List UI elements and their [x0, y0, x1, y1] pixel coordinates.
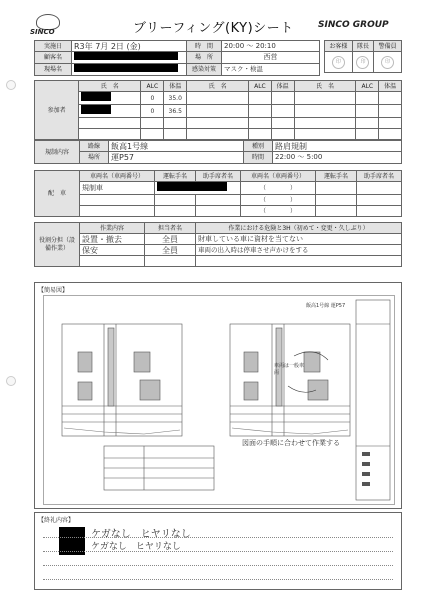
vehicle-plate: （ ） [241, 182, 316, 195]
regulation-table [34, 140, 402, 164]
closing-label: 【終礼内容】 [38, 517, 75, 524]
redacted-site [74, 64, 178, 72]
participants-header-name: 氏 名 [79, 81, 141, 92]
simple-diagram [34, 282, 402, 509]
participant-alc: 0 [141, 105, 164, 118]
logo-text: SINCO [30, 28, 55, 36]
roles-header-task: 作業内容 [80, 223, 145, 234]
vehicles-header: 運転手名 [155, 171, 196, 182]
time-value: 20:00 ～ 20:10 [222, 41, 320, 52]
type-label: 種別 [244, 141, 273, 152]
regulation-label: 規制内容 [35, 141, 80, 164]
diagram-label: 【簡易図】 [38, 287, 69, 294]
participants-header-temp: 体温 [379, 81, 402, 92]
participants-header-temp: 体温 [271, 81, 294, 92]
participants-table [34, 80, 402, 140]
punch-hole-bottom [6, 376, 16, 386]
sinco-logo [30, 14, 64, 38]
closing-rule [43, 551, 393, 552]
stamp-guard: 印 [381, 56, 394, 69]
closing-rule [43, 579, 393, 580]
vehicle-plate: （ ） [241, 195, 316, 206]
roles-table [34, 222, 402, 267]
vehicles-header: 運転手名 [316, 171, 357, 182]
vehicle-name [80, 206, 155, 217]
approval-table [324, 40, 402, 73]
participant-temp: 36.5 [164, 105, 187, 118]
role-hazard: 財車している車に資材を当てない [196, 234, 402, 245]
role-task: 保安 [80, 245, 145, 256]
vehicles-header: 車両名（車両番号） [80, 171, 155, 182]
reg-time-label: 時間 [244, 152, 273, 164]
place-label: 場 所 [187, 52, 222, 64]
reg-time-value: 22:00 ～ 5:00 [273, 152, 402, 164]
diagram-note-bottom: 図面の手順に合わせて作業する [242, 439, 340, 447]
vehicles-header: 助手席者名 [357, 171, 402, 182]
redacted-client [74, 52, 178, 60]
closing-rule [43, 537, 393, 538]
role-person: 全員 [145, 234, 196, 245]
sheet-title: ブリーフィング(KY)シート [133, 21, 294, 36]
site-label: 現場名 [35, 64, 72, 76]
participants-header-name: 氏 名 [187, 81, 249, 92]
vehicles-header: 助手席者名 [196, 171, 241, 182]
participant-name [79, 92, 141, 105]
vehicle-name [80, 195, 155, 206]
participants-header-alc: ALC [356, 81, 379, 92]
participant-alc: 0 [141, 92, 164, 105]
participants-header-alc: ALC [141, 81, 164, 92]
closing-line-1: ケガなし ヒヤリなし [91, 529, 191, 540]
driver-cell [155, 182, 241, 195]
role-person: 全員 [145, 245, 196, 256]
approval-header-client: お客様 [325, 41, 353, 52]
site-value [72, 64, 187, 76]
approval-header-guard: 警備員 [374, 41, 402, 52]
vehicles-label: 配 車 [35, 171, 80, 217]
stamp-leader: 印 [356, 56, 369, 69]
infection-value: マスク・検温 [222, 64, 320, 76]
stamp-client: 印 [332, 56, 345, 69]
vehicles-table [34, 170, 402, 217]
client-value [72, 52, 187, 64]
roles-header-person: 担当者名 [145, 223, 196, 234]
diagram-note-main: 飯高1号線 運P57 [306, 303, 346, 309]
stamp-cell [325, 52, 353, 73]
closing-line-2: ケガなし ヒヤリなし [91, 542, 181, 552]
info-table [34, 40, 320, 76]
closing-section [34, 512, 402, 590]
vehicle-plate: （ ） [241, 206, 316, 217]
participant-name [79, 105, 141, 118]
diagram-note-side: 車両は一般車両 [274, 363, 305, 376]
route-value: 飯高1号線 [109, 141, 244, 152]
sinco-group-logo: SINCO GROUP [318, 20, 389, 30]
closing-rule [43, 565, 393, 566]
reg-place-value: 運P57 [109, 152, 244, 164]
stamp-cell [352, 52, 374, 73]
type-value: 路肩規制 [273, 141, 402, 152]
role-hazard: 車両の出入時は停車させ声かけをする [196, 245, 402, 256]
participants-header-temp: 体温 [164, 81, 187, 92]
vehicles-header: 車両名（車両番号） [241, 171, 316, 182]
roles-label: 役割分担（設備作業） [35, 223, 80, 267]
date-value: R3年 7月 2日 (金) [72, 41, 187, 52]
participants-header-alc: ALC [249, 81, 272, 92]
vehicle-name: 規制車 [80, 182, 155, 195]
diagram-sheet [43, 295, 395, 505]
approval-header-leader: 隊長 [352, 41, 374, 52]
date-label: 実施日 [35, 41, 72, 52]
participants-header-name: 氏 名 [294, 81, 356, 92]
place-value: 西営 [222, 52, 320, 64]
redacted-name [81, 105, 111, 114]
time-label: 時 間 [187, 41, 222, 52]
participants-label: 参加者 [35, 81, 79, 140]
stamp-cell [374, 52, 402, 73]
roles-header-hazard: 作業における危険と3H（初めて・変更・久しぶり） [196, 223, 402, 234]
redacted-name [81, 92, 111, 101]
participant-temp: 35.0 [164, 92, 187, 105]
role-task: 設置・撤去 [80, 234, 145, 245]
route-label: 路線 [80, 141, 109, 152]
briefing-sheet [28, 12, 408, 592]
redacted-driver [157, 182, 227, 191]
punch-hole-top [6, 80, 16, 90]
infection-label: 感染対策 [187, 64, 222, 76]
reg-place-label: 場所 [80, 152, 109, 164]
traffic-plan-drawing [44, 296, 394, 504]
client-label: 顧客名 [35, 52, 72, 64]
